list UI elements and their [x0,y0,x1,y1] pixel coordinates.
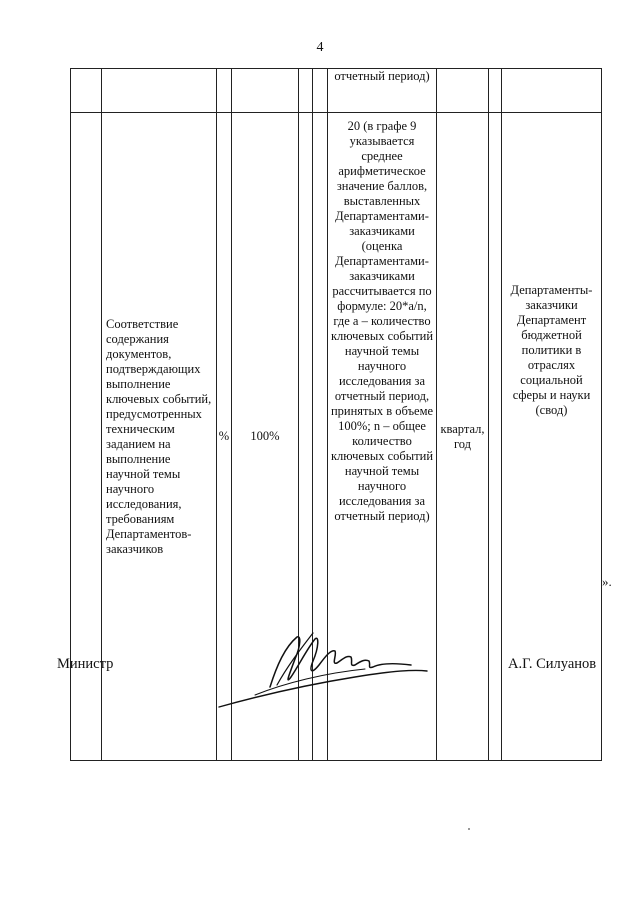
responsible-departments: Департаменты-заказчики Департамент бюджетной политики в отраслях социальной сферы и науки (свод) [502,113,602,761]
closing-quote: ». [602,574,612,589]
table-cell [502,69,602,113]
page-number: 4 [316,40,324,55]
table-cell [102,69,217,113]
calculation-method: 20 (в графе 9 указывается среднее арифметическое значение баллов, выставленных Департаментами-заказчиками (оценка Департаментами-заказчиками рассчитывается по формуле: 20*a/n, где a – количество ключевых событий научной темы научного исследования за отчетный период, принятых в объеме 100%; n – общее количество ключевых событий научной темы научного исследования за отчетный период) [328,113,437,761]
table-cell [489,69,502,113]
scan-speck [468,828,470,830]
table-cell [71,69,102,113]
periodicity: квартал, год [437,113,489,761]
table-cell [437,69,489,113]
table-cell [299,69,313,113]
table-cell [232,69,299,113]
indicator-name: Соответствие содержания документов, подтверждающих выполнение ключевых событий, предусмотренных техническим заданием на выполнение научной темы научного исследования, требованиям Департаментов-заказчиков [102,113,217,761]
formula-tail-text: отчетный период) [334,69,430,83]
table-cell [217,69,232,113]
unit-cell: % [217,113,232,761]
handwritten-signature [215,625,435,715]
table-cell [313,69,328,113]
signatory-title: Министр [57,656,114,672]
table-row [71,69,602,113]
table-cell [489,113,502,761]
signatory-name: А.Г. Силуанов [508,656,597,672]
table-cell-formula-tail [328,69,437,113]
target-value: 100% [232,113,299,761]
